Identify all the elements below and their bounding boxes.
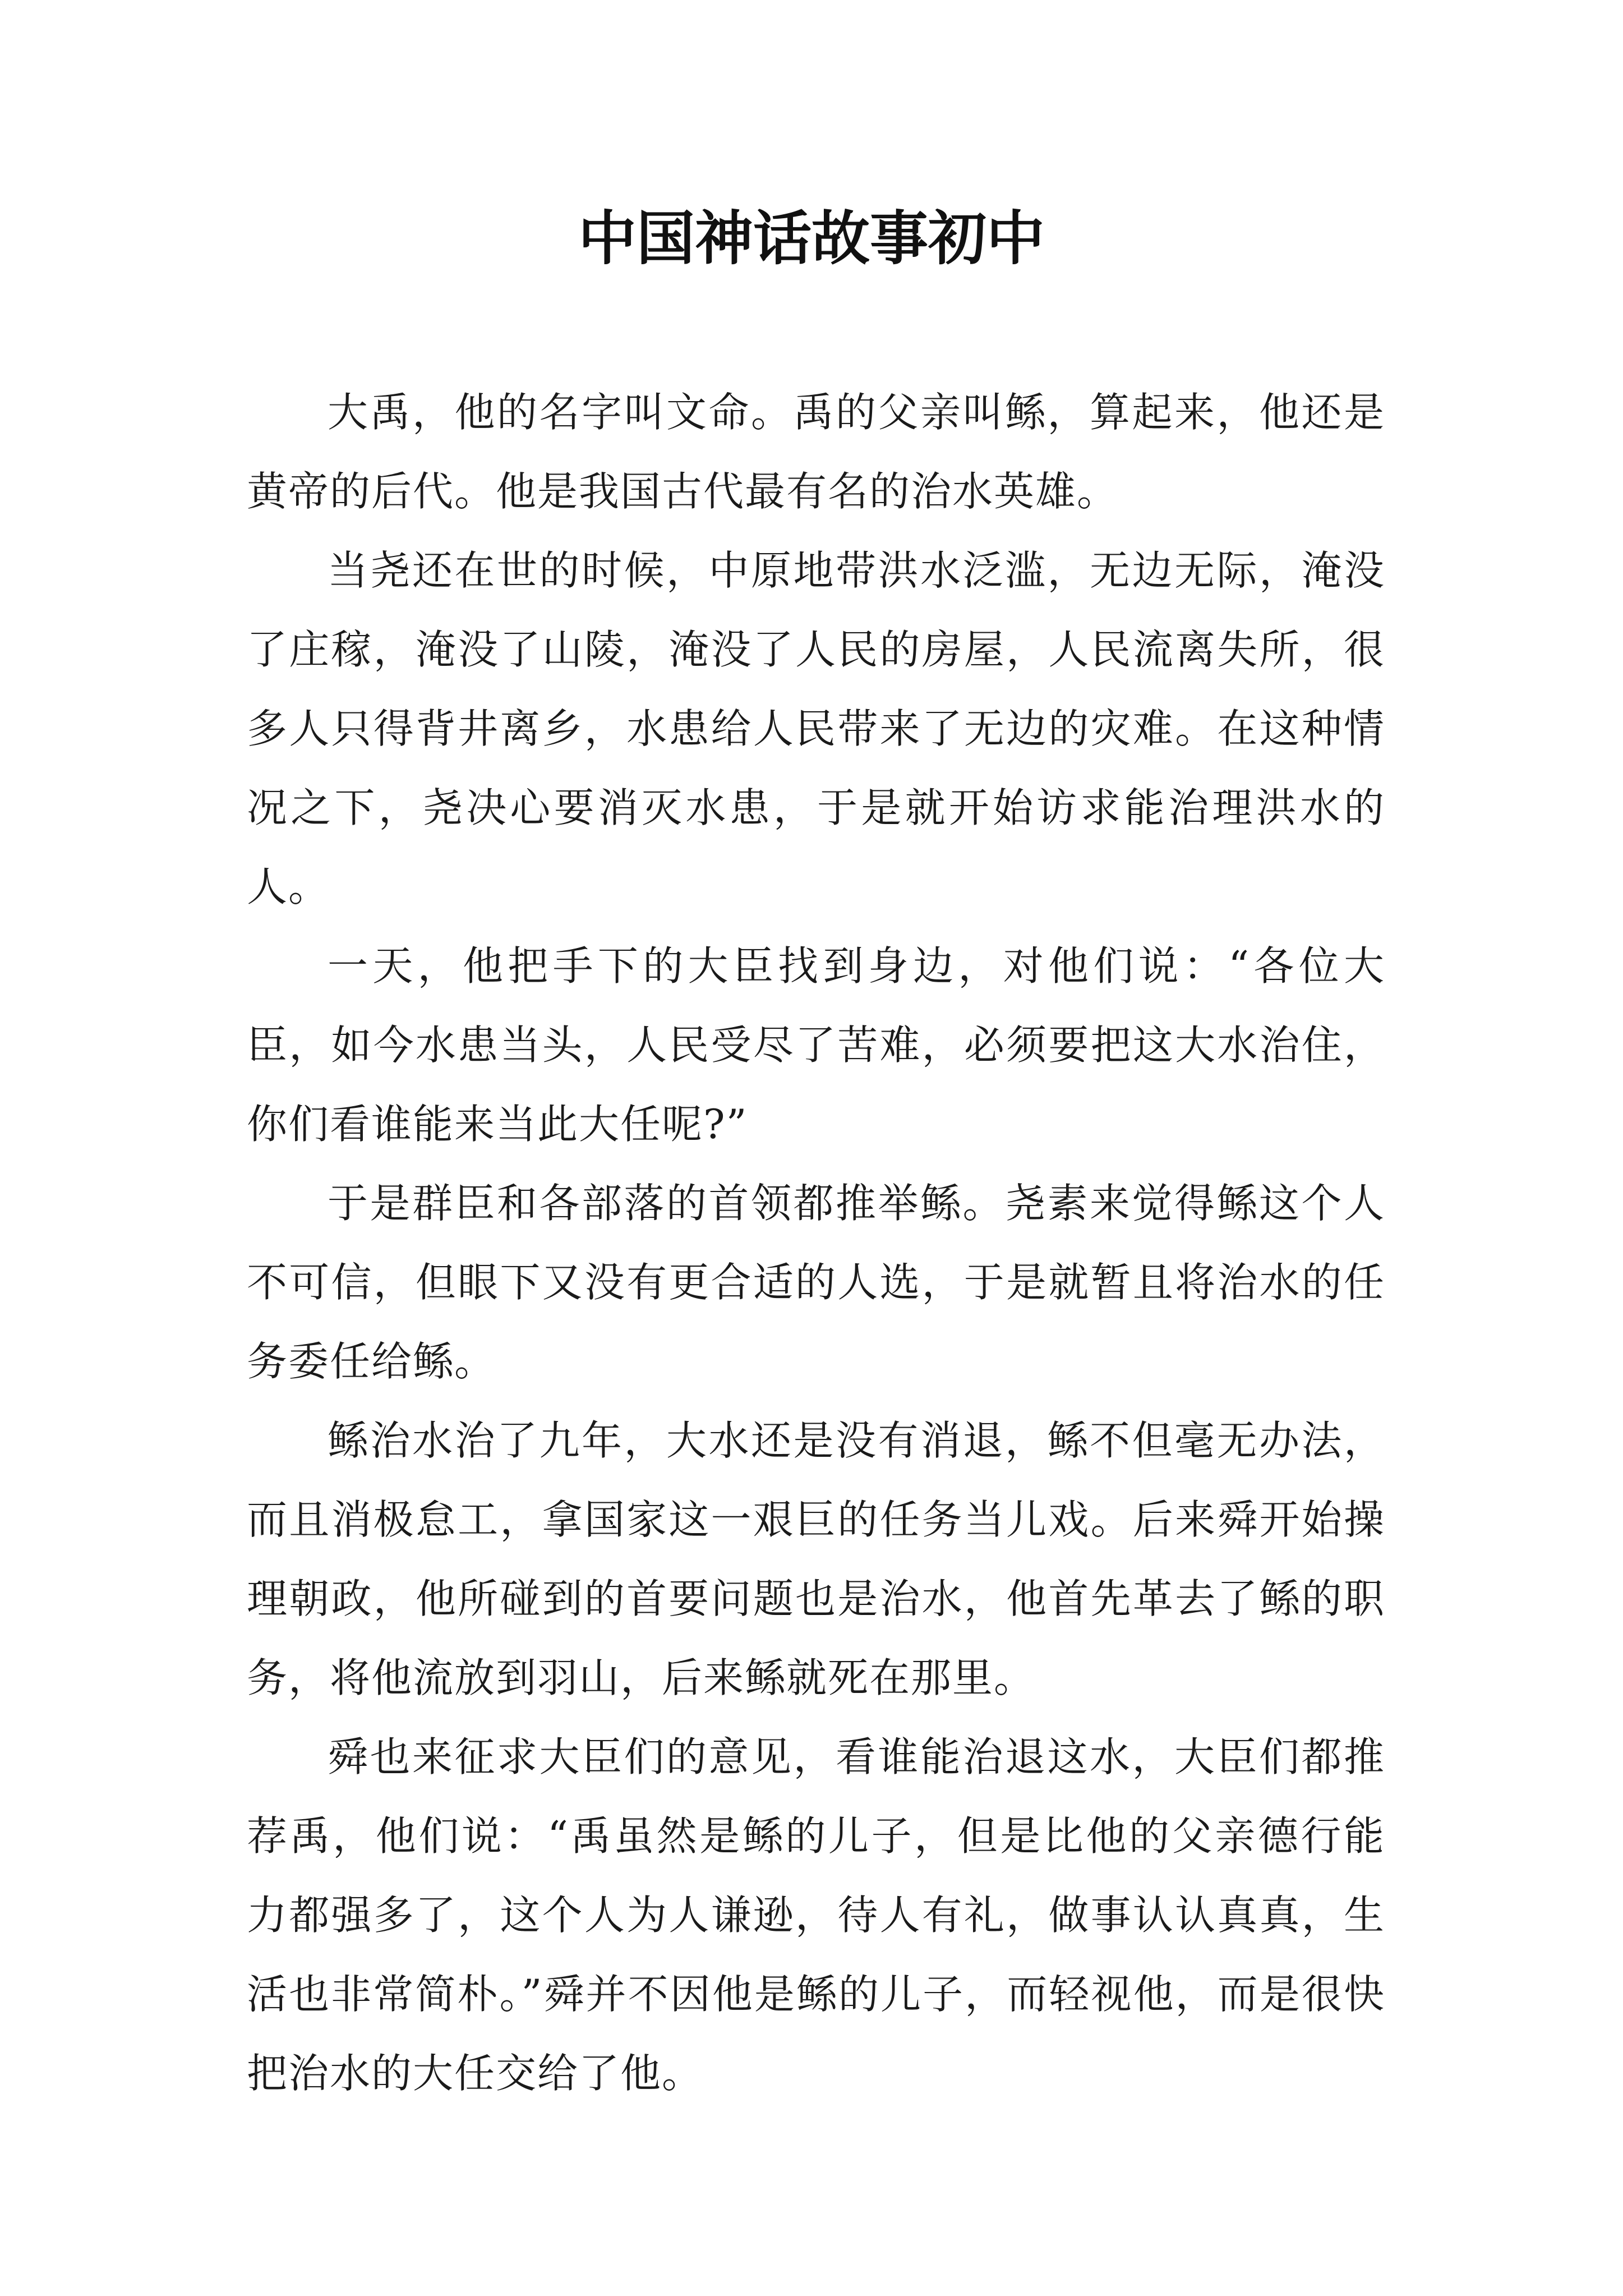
paragraph: 一天，他把手下的大臣找到身边，对他们说：“各位大臣，如今水患当头，人民受尽了苦难，必须要把这大水治住，你们看谁能来当此大任呢?” [247, 942, 1385, 1148]
paragraph: 鲧治水治了九年，大水还是没有消退，鲧不但毫无办法，而且消极怠工，拿国家这一艰巨的任务当儿戏。后来舜开始操理朝政，他所碰到的首要问题也是治水，他首先革去了鲧的职务，将他流放到羽山，后来鲧就死在那里。 [247, 1417, 1385, 1701]
document-title: 中国神话故事初中 [578, 204, 1045, 273]
paragraph: 大禹，他的名字叫文命。禹的父亲叫鲧，算起来，他还是黄帝的后代。他是我国古代最有名的治水英雄。 [247, 389, 1385, 515]
paragraph: 当尧还在世的时候，中原地带洪水泛滥，无边无际，淹没了庄稼，淹没了山陵，淹没了人民的房屋，人民流离失所，很多人只得背井离乡，水患给人民带来了无边的灾难。在这种情况之下，尧决心要消灭水患，于是就开始访求能治理洪水的人。 [247, 547, 1385, 910]
paragraph: 舜也来征求大臣们的意见，看谁能治退这水，大臣们都推荐禹，他们说：“禹虽然是鲧的儿子，但是比他的父亲德行能力都强多了，这个人为人谦逊，待人有礼，做事认认真真，生活也非常简朴。”舜并不因他是鲧的儿子，而轻视他，而是很快把治水的大任交给了他。 [247, 1733, 1385, 2097]
document-body [247, 373, 1385, 2113]
paragraph: 于是群臣和各部落的首领都推举鲧。尧素来觉得鲧这个人不可信，但眼下又没有更合适的人选，于是就暂且将治水的任务委任给鲧。 [247, 1180, 1385, 1385]
